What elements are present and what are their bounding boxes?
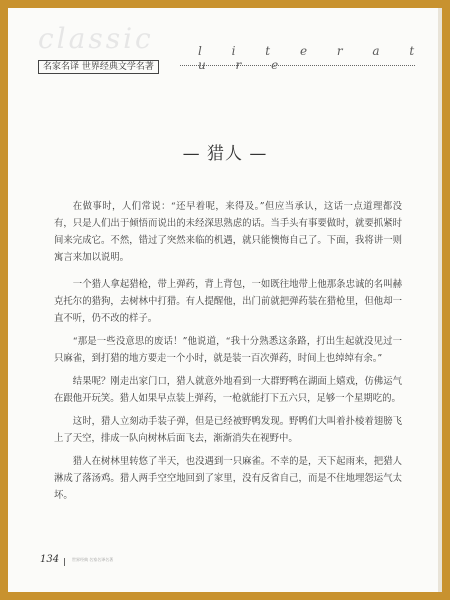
footer-caption: 世界经典 名家名译名著 (72, 557, 114, 562)
header-script-word: classic (38, 22, 154, 55)
page-spine-edge (438, 8, 442, 592)
paragraph: “那是一些没意思的废话！”他说道，“我十分熟悉这条路，打出生起就没见过一只麻雀，到打猎的地方要走一个小时，就是装一百次弹药，时间上也绰绰有余。” (54, 336, 402, 364)
paragraph: 在做事时，人们常说：“还早着呢，来得及。”但应当承认，这话一点道理都没有，只是人们出于倾悟而说出的未经深思熟虑的话。当手头有事要做时，就要抓紧时间来完成它。不然，错过了突然来临的机遇，就只能懊悔自己了。下面，我将讲一则寓言来加以说明。 (54, 201, 402, 263)
footer-divider (64, 558, 65, 566)
paragraph: 一个猎人拿起猎枪，带上弹药，背上背包，一如既往地带上他那条忠诚的名叫赫克托尔的猎狗，去树林中打猎。有人提醒他，出门前就把弹药装在猎枪里，但他却一直不听，仍不改的样子。 (54, 279, 402, 324)
series-tag: 名家名译 世界经典文学名著 (38, 60, 159, 74)
paragraph: 这时，猎人立刻动手装子弹，但是已经被野鸭发现。野鸭们大叫着扑棱着翅膀飞上了天空，排成一队向树林后面飞去，渐渐消失在视野中。 (54, 416, 402, 444)
book-page (8, 8, 442, 592)
paragraph: 猎人在树林里转悠了半天，也没遇到一只麻雀。不幸的是，天下起雨来，把猎人淋成了落汤鸡。猎人两手空空地回到了家里，没有反省自己，而是不住地埋怨运气太坏。 (54, 456, 402, 501)
page-footer (40, 554, 420, 568)
page-header (30, 22, 430, 78)
body-text (54, 198, 402, 510)
chapter-title: — 猎人 — (182, 144, 268, 164)
page-number: 134 (40, 554, 60, 565)
header-divider (180, 65, 415, 66)
header-literature-word: l i t e r a t u r e (198, 44, 428, 72)
paragraph: 结果呢？刚走出家门口，猎人就意外地看到一大群野鸭在湖面上嬉戏，仿佛运气在跟他开玩笑。猎人如果早点装上弹药，一枪就能打下五六只，足够一个星期吃的。 (54, 376, 402, 404)
